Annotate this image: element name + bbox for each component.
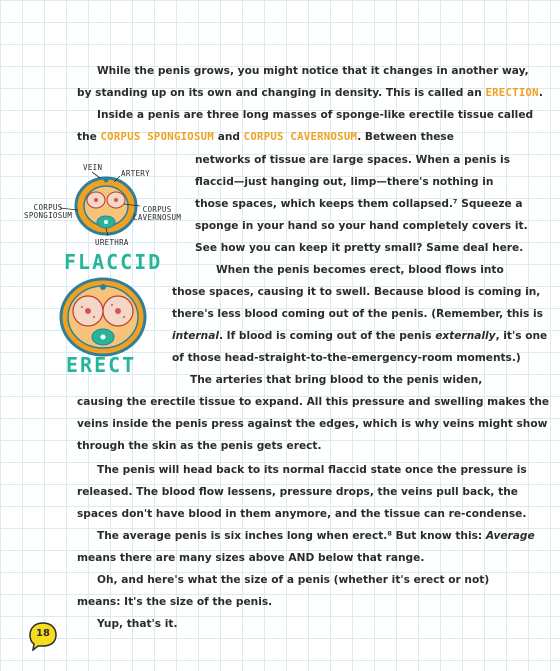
paragraph-line	[172, 325, 547, 347]
paragraph-line: of those head-straight-to-the-emergency-room moments.)	[172, 352, 521, 364]
term-corpus-spongiosum: CORPUS SPONGIOSUM	[100, 131, 215, 143]
text-run: . If blood is coming out of the penis	[218, 330, 436, 342]
text-run: The average penis is six inches long when erect.⁸ But know this:	[97, 530, 486, 542]
text-run: by standing up on its own and changing in density. This is called an	[77, 87, 486, 99]
flaccid-heading: FLACCID	[64, 250, 163, 274]
text-run: and	[214, 131, 244, 143]
paragraph-line	[77, 82, 543, 104]
term-corpus-cavernosum: CORPUS CAVERNOSUM	[243, 131, 358, 143]
text-run: , it's one	[495, 330, 548, 342]
paragraph-line: The penis will head back to its normal flaccid state once the pressure is	[97, 464, 527, 476]
label-vein: VEIN	[83, 163, 103, 172]
text-run: .	[538, 87, 543, 99]
paragraph-line: Oh, and here's what the size of a penis (whether it's erect or not)	[97, 574, 490, 586]
paragraph-line: means: It's the size of the penis.	[77, 596, 273, 608]
paragraph-line: Yup, that's it.	[97, 618, 178, 630]
paragraph-line: spaces don't have blood in them anymore, and the tissue can re-condense.	[77, 508, 527, 520]
paragraph-line: causing the erectile tissue to expand. All this pressure and swelling makes the	[77, 396, 550, 408]
paragraph-line: those spaces, which keeps them collapsed.⁷ Squeeze a	[195, 198, 523, 210]
text-run: . Between these	[357, 131, 454, 143]
paragraph-line: While the penis grows, you might notice that it changes in another way,	[97, 65, 529, 77]
label-corpus-cavernosum	[133, 206, 181, 222]
paragraph-line: The arteries that bring blood to the penis widen,	[190, 374, 483, 386]
label-line: CORPUS	[33, 203, 63, 212]
text-run: the	[77, 131, 101, 143]
paragraph-line: those spaces, causing it to swell. Because blood is coming in,	[172, 286, 541, 298]
paragraph-line: flaccid—just hanging out, limp—there's nothing in	[195, 176, 494, 188]
paragraph-line: When the penis becomes erect, blood flows into	[216, 264, 504, 276]
paragraph-line: networks of tissue are large spaces. When a penis is	[195, 154, 510, 166]
paragraph-line: veins inside the penis press against the edges, which is why veins might show	[77, 418, 548, 430]
label-line: CAVERNOSUM	[133, 213, 182, 222]
paragraph-line: released. The blood flow lessens, pressure drops, the veins pull back, the	[77, 486, 518, 498]
paragraph-line	[77, 126, 454, 148]
page-number: 18	[36, 628, 50, 639]
paragraph-line: sponge in your hand so your hand completely covers it.	[195, 220, 528, 232]
paragraph-line	[97, 525, 535, 547]
paragraph-line: there's less blood coming out of the penis. (Remember, this is	[172, 308, 543, 320]
paragraph-line: See how you can keep it pretty small? Same deal here.	[195, 242, 524, 254]
erect-heading: ERECT	[66, 353, 137, 377]
label-line: SPONGIOSUM	[24, 211, 73, 220]
emphasis-externally: externally	[435, 330, 496, 342]
paragraph-line: through the skin as the penis gets erect.	[77, 440, 322, 452]
erect-cross-section-diagram	[58, 277, 148, 357]
label-urethra: URETHRA	[95, 238, 129, 247]
emphasis-average: Average	[485, 530, 535, 542]
label-corpus-spongiosum	[24, 204, 72, 220]
emphasis-internal: internal	[172, 330, 219, 342]
paragraph-line: means there are many sizes above AND below that range.	[77, 552, 425, 564]
paragraph-line: Inside a penis are three long masses of sponge-like erectile tissue called	[97, 109, 534, 121]
label-line: CORPUS	[142, 205, 172, 214]
term-erection: ERECTION	[485, 87, 539, 99]
label-artery: ARTERY	[121, 169, 150, 178]
